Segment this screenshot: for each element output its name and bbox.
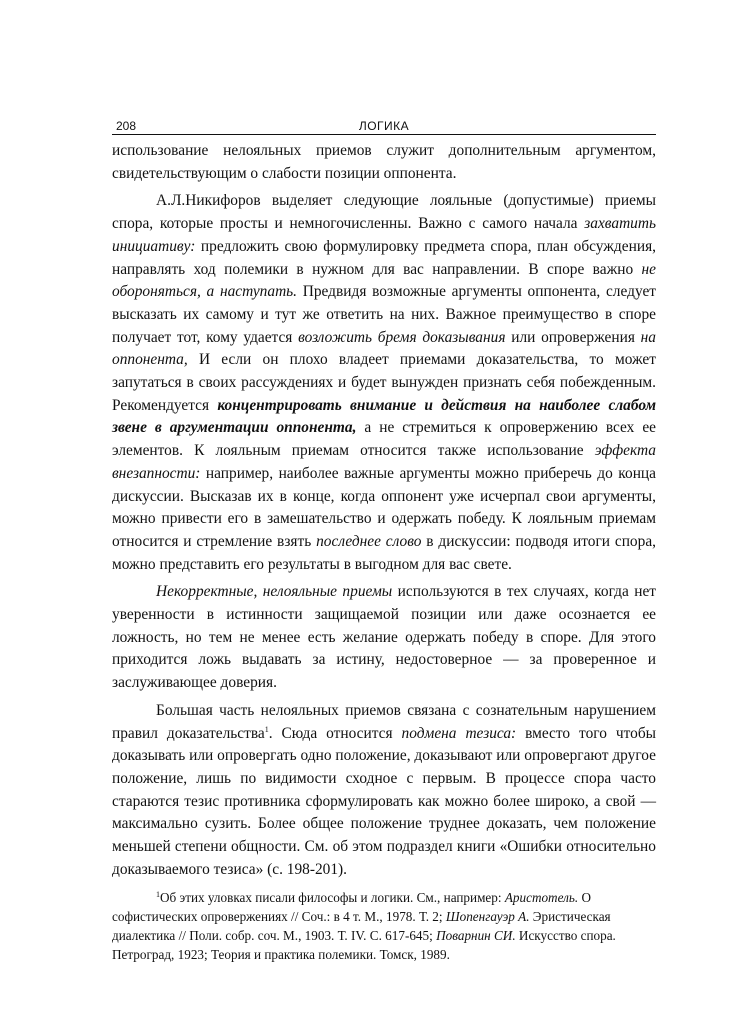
running-title: ЛОГИКА	[358, 119, 410, 133]
paragraph-3: Некорректные, нелояльные приемы используются в тех случаях, когда нет уверенности в истинности защищаемой позиции или даже осознается ее ложность, но тем не менее есть желание одержать победу в споре. Для этого приходится ложь выдавать за истину, недостоверное — за проверенное и заслуживающее доверия.	[112, 583, 657, 692]
emphasis-thesis-substitution: подмена тезиса:	[401, 724, 517, 742]
paragraph-2: А.Л.Никифоров выделяет следующие лояльные (допустимые) приемы спора, которые просты и немногочисленны. Важно с самого начала захватить инициативу: предложить свою формулировку предмета спора, план обсуждения, направлять ход полемики в нужном для вас направлении. В споре важно не обороняться, а наступать. Предвидя возможные аргументы оппонента, следует высказать их самому и тут же ответить на них. Важное преимущество в споре получает тот, кому удается возложить бремя доказывания или опровержения на оппонента, И если он плохо владеет приемами доказательства, то может запутаться в своих рассуждениях и будет вынужден признать себя побежденным. Рекомендуется концентрировать внимание и действия на наиболее слабом звене в аргументации оппонента, а не стремиться к опровержению всех ее элементов. К лояльным приемам относится также использование эффекта внезапности: например, наиболее важные аргументы можно приберечь до конца дискуссии. Высказав их в конце, когда оппонент уже исчерпал свои аргументы, можно привести его в замешательство и одержать победу. К лояльным приемам относится и стремление взять последнее слово в дискуссии: подводя итоги спора, можно представить его результаты в выгодном для вас свете.	[112, 192, 657, 573]
footnote: $^1$Об этих уловках писали философы и логики. См., например: Аристотель. О софистических опровержениях // Соч.: в 4 т. М., 1978. Т. 2; Шопенгауэр А. Эристическая диалектика // Поли. собр. соч. М., 1903. Т. IV. С. 617-645; Поварнин СИ. Искусство спора. Петроград, 1923; Теория и практика полемики. Томск, 1989.	[112, 889, 616, 962]
page-header	[112, 118, 656, 135]
emphasis-on-opponent: на оппонента,	[112, 328, 656, 369]
emphasis-burden-of-proof: возложить бремя доказывания	[298, 328, 506, 346]
paragraph-4: Большая часть нелояльных приемов связана с сознательным нарушением правил доказательства$^1$. Сюда относится подмена тезиса: вместо того чтобы доказывать или опровергать одно положение, доказывают или опровергают другое положение, лишь по видимости сходное с первым. В процессе спора часто стараются тезис противника сформулировать как можно более широко, а свой — максимально сузить. Более общее положение труднее доказать, чем положение меньшей степени общности. См. об этом подраздел книги «Ошибки относительно доказываемого тезиса» (с. 198-201).	[112, 701, 656, 878]
footnote-marker: 1	[156, 889, 160, 899]
footnote-reference: 1	[264, 724, 269, 734]
footnote-author-povarnin: Поварнин СИ.	[436, 927, 516, 943]
page-number: 208	[116, 119, 137, 133]
paragraph-1: использование нелояльных приемов служит дополнительным аргументом, свидетельствующим о слабости позиции оппонента.	[112, 142, 656, 182]
body-text	[112, 140, 656, 882]
footnote-author-aristotle: Аристотель.	[504, 889, 579, 905]
emphasis-surprise: эффекта внезапности:	[112, 442, 656, 482]
emphasis-last-word: последнее слово	[316, 532, 422, 550]
emphasis-attack: не обороняться, а наступать.	[112, 260, 656, 301]
emphasis-weakest-link: концентрировать внимание и действия на наиболее слабом звене в аргументации оппонента,	[112, 396, 657, 437]
book-page	[112, 118, 656, 964]
emphasis-seize-initiative: захватить инициативу:	[112, 215, 656, 255]
emphasis-incorrect-methods: Некорректные, нелояльные приемы	[156, 583, 393, 601]
footnote-author-schopenhauer: Шопенгауэр А.	[445, 908, 530, 924]
